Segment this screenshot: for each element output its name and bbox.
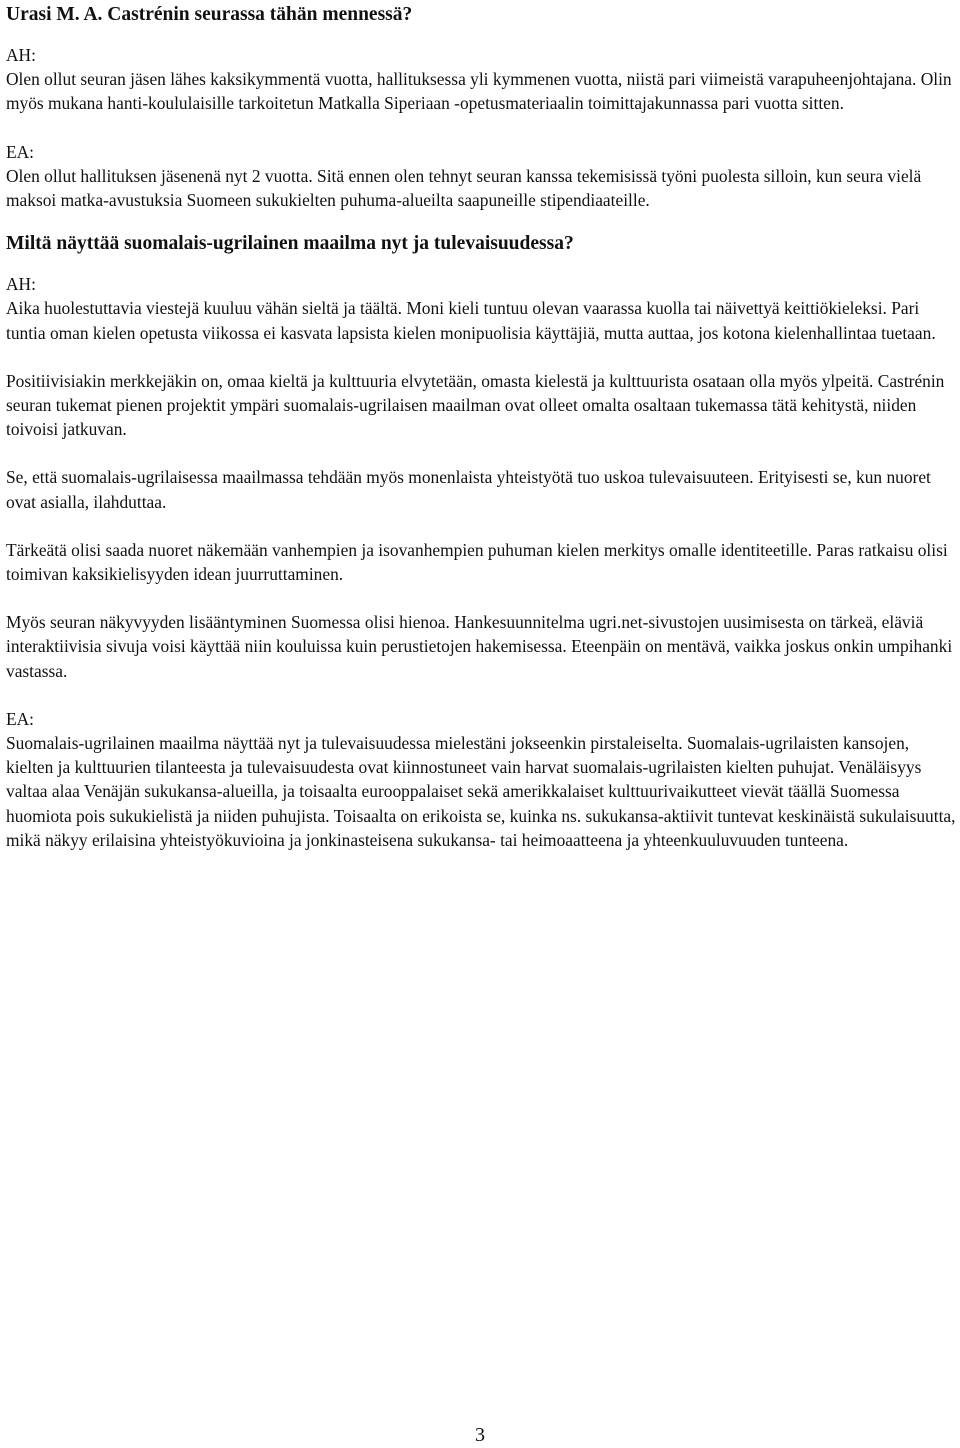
- answer-paragraph: Olen ollut hallituksen jäsenenä nyt 2 vuotta. Sitä ennen olen tehnyt seuran kanssa tekemisissä työni puolesta silloin, kun seura vielä maksoi matka-avustuksia Suomeen sukukielten puhuma-alueilta saapuneille stipendiaateille.: [6, 165, 922, 211]
- answer-paragraph: Suomalais-ugrilainen maailma näyttää nyt ja tulevaisuudessa mielestäni jokseenkin pirstaleiselta. Suomalais-ugrilaisten kansojen, kielten ja kulttuurien tilanteesta ja tulevaisuudesta ovat kiinnostuneet vain harvat suomalais-ugrilaisten kielten puhujat. Venäläisyys valtaa alaa Venäjän sukukansa-alueilla, ja toisaalta eurooppalaiset sekä amerikkalaiset kulttuurivaikutteet vievät täällä Suomessa huomiota pois sukukielistä ja niiden puhujista. Toisaalta on erikoista se, kuinka ns. sukukansa-aktiivit tuntevat keskinäistä sukulaisuutta, mikä näkyy erilaisina yhteistyökuvioina ja jonkinasteisena sukukansa- tai heimoaatteena ja yhteenkuuluvuuden tunteena.: [6, 733, 956, 850]
- document-page: [6, 0, 956, 876]
- question-heading-2: Miltä näyttää suomalais-ugrilainen maailma nyt ja tulevaisuudessa?: [6, 233, 574, 255]
- speaker-label: AH:: [6, 274, 36, 295]
- answer-paragraph: Se, että suomalais-ugrilaisessa maailmassa tehdään myös monenlaista yhteistyötä tuo uskoa tulevaisuuteen. Erityisesti se, kun nuoret ovat asialla, ilahduttaa.: [6, 467, 931, 512]
- answer-paragraph: Aika huolestuttavia viestejä kuuluu vähän sieltä ja täältä. Moni kieli tuntuu olevan vaarassa kuolla tai näivettyä keittiökieleksi. Pari tuntia oman kielen opetusta viikossa ei kasvata lapsista kielen monipuolisia käyttäjiä, mutta auttaa, jos kotona kielenhallintaa tuetaan.: [6, 298, 936, 343]
- speaker-label: EA:: [6, 141, 35, 162]
- answer-block-ea-1: [6, 140, 956, 213]
- answer-block-ea-2: [6, 707, 956, 852]
- page-number: 3: [475, 1424, 485, 1446]
- question-heading-1: Urasi M. A. Castrénin seurassa tähän mennessä?: [6, 4, 413, 25]
- speaker-label: AH:: [6, 45, 36, 65]
- answer-block-ah-2: [6, 272, 956, 683]
- answer-paragraph: Positiivisiakin merkkejäkin on, omaa kieltä ja kulttuuria elvytetään, omasta kielestä ja kulttuurista osataan olla myös ylpeitä. Castrénin seuran tukemat pienen projektit ympäri suomalais-ugrilaisen maailman ovat olleet omalta osaltaan tukemassa tätä kehitystä, niiden toivoisi jatkuvan.: [6, 370, 945, 440]
- answer-paragraph: Myös seuran näkyvyyden lisääntyminen Suomessa olisi hienoa. Hankesuunnitelma ugri.net-sivustojen uusimisesta on tärkeä, eläviä interaktiivisia sivuja voisi käyttää niin kouluissa kuin perustietojen hakemisessa. Eteenpäin on mentävä, vaikka joskus onkin umpihanki vastassa.: [6, 612, 953, 681]
- answer-paragraph: Tärkeätä olisi saada nuoret näkemään vanhempien ja isovanhempien puhuman kielen merkitys omalle identiteetille. Paras ratkaisu olisi toimivan kaksikielisyyden idean juurruttaminen.: [6, 539, 948, 585]
- answer-paragraph: Olen ollut seuran jäsen lähes kaksikymmentä vuotta, hallituksessa yli kymmenen vuotta, niistä pari viimeistä varapuheenjohtajana. Olin myös mukana hanti-koululaisille tarkoitetun Matkalla Siperiaan -opetusmateriaalin toimittajakunnassa pari vuotta sitten.: [6, 69, 952, 114]
- answer-block-ah-1: [6, 43, 956, 116]
- speaker-label: EA:: [6, 708, 35, 729]
